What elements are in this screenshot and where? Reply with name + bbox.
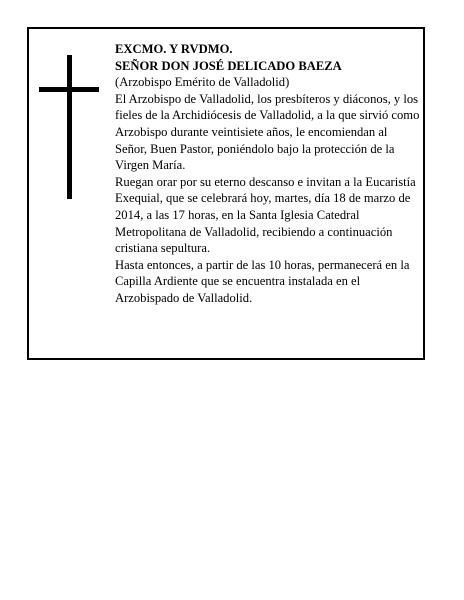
announcement-paragraph: El Arzobispo de Valladolid, los presbíteros y diáconos, y los fieles de la Archidiócesis de Valladolid, a la que sirvió como Arzobispo durante veintisiete años, le encomiendan al Señor, Buen Pastor, poniéndolo bajo la protección de la Virgen María. [115,91,420,173]
cross-vertical-bar [67,55,72,199]
notice-text-block [115,41,421,307]
cross-horizontal-bar [39,87,99,92]
funeral-details-paragraph: Ruegan orar por su eterno descanso e invitan a la Eucaristía Exequial, que se celebrará hoy, martes, día 18 de marzo de 2014, a las 17 horas, en la Santa Iglesia Catedral Metropolitana de Valladolid, recibiendo a continuación cristiana sepultura. [115,174,416,256]
chapel-details-paragraph: Hasta entonces, a partir de las 10 horas, permanecerá en la Capilla Ardiente que se encuentra instalada en el Arzobispado de Valladolid. [115,257,410,305]
cross-icon [39,55,99,199]
deceased-name: SEÑOR DON JOSÉ DELICADO BAEZA [115,58,342,73]
honorific-title: EXCMO. Y RVDMO. [115,42,233,56]
obituary-notice [27,27,425,360]
deceased-role: (Arzobispo Emérito de Valladolid) [115,75,290,90]
